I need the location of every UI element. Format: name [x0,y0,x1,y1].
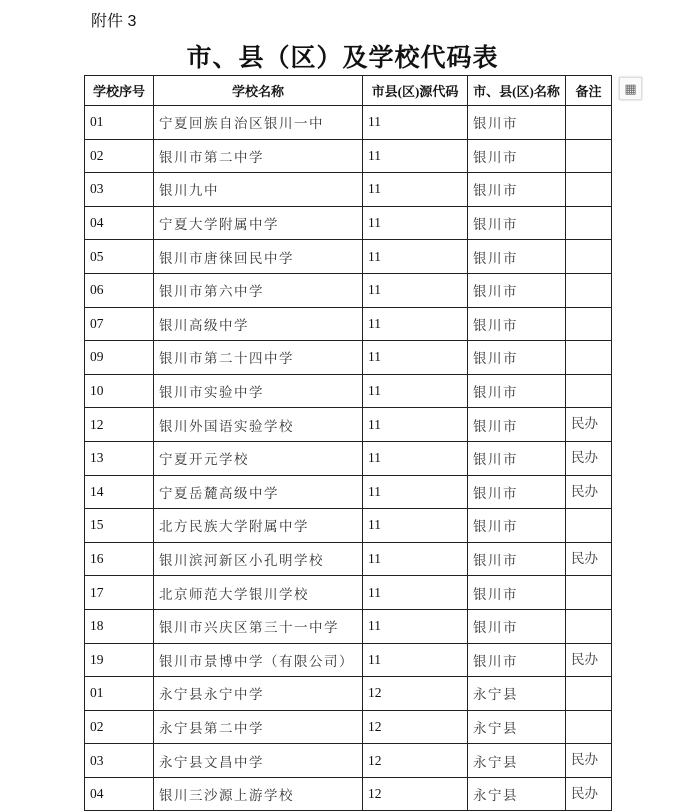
table-row [85,542,612,576]
cell-school-number: 10 [85,374,154,408]
cell-remarks [566,341,612,375]
cell-district-name: 永宁县 [468,744,566,778]
cell-remarks [566,677,612,711]
cell-remarks [566,576,612,610]
table-row [85,475,612,509]
cell-remarks: 民办 [566,744,612,778]
cell-school-name: 银川市实验中学 [154,374,363,408]
cell-school-name: 永宁县文昌中学 [154,744,363,778]
cell-school-number: 12 [85,408,154,442]
cell-school-name: 银川市景博中学（有限公司） [154,643,363,677]
cell-district-name: 银川市 [468,273,566,307]
cell-school-number: 04 [85,206,154,240]
cell-school-name: 北方民族大学附属中学 [154,509,363,543]
cell-district-code: 11 [363,206,468,240]
cell-school-name: 永宁县第二中学 [154,710,363,744]
cell-remarks [566,509,612,543]
cell-district-code: 11 [363,643,468,677]
cell-school-name: 银川高级中学 [154,307,363,341]
table-row [85,240,612,274]
cell-school-number: 13 [85,441,154,475]
cell-school-number: 18 [85,609,154,643]
table-row [85,744,612,778]
table-row [85,710,612,744]
cell-district-code: 12 [363,710,468,744]
table-row [85,643,612,677]
table-row [85,206,612,240]
cell-district-code: 11 [363,341,468,375]
cell-district-name: 银川市 [468,542,566,576]
cell-district-code: 11 [363,106,468,140]
cell-district-code: 11 [363,273,468,307]
cell-school-number: 16 [85,542,154,576]
cell-school-number: 01 [85,106,154,140]
cell-remarks: 民办 [566,441,612,475]
table-row [85,341,612,375]
cell-district-code: 11 [363,307,468,341]
cell-remarks [566,273,612,307]
header-district-name: 市、县(区)名称 [468,76,566,106]
cell-district-code: 11 [363,408,468,442]
header-remarks: 备注 [566,76,612,106]
cell-school-name: 宁夏开元学校 [154,441,363,475]
table-row [85,509,612,543]
cell-remarks [566,240,612,274]
cell-school-number: 17 [85,576,154,610]
cell-school-name: 银川九中 [154,173,363,207]
cell-school-number: 02 [85,710,154,744]
cell-district-code: 12 [363,677,468,711]
cell-district-name: 银川市 [468,408,566,442]
table-row [85,609,612,643]
cell-school-number: 19 [85,643,154,677]
cell-district-name: 银川市 [468,441,566,475]
cell-remarks: 民办 [566,475,612,509]
cell-district-name: 永宁县 [468,677,566,711]
cell-school-name: 宁夏大学附属中学 [154,206,363,240]
cell-school-number: 14 [85,475,154,509]
cell-school-number: 01 [85,677,154,711]
cell-district-name: 银川市 [468,576,566,610]
cell-remarks: 民办 [566,542,612,576]
cell-school-name: 银川市第六中学 [154,273,363,307]
cell-school-number: 09 [85,341,154,375]
table-row [85,576,612,610]
cell-district-name: 银川市 [468,240,566,274]
table-row [85,139,612,173]
cell-district-code: 11 [363,609,468,643]
cell-school-number: 02 [85,139,154,173]
header-district-code: 市县(区)源代码 [363,76,468,106]
table-header-row [85,76,612,106]
cell-district-name: 银川市 [468,139,566,173]
cell-district-name: 银川市 [468,341,566,375]
table-row [85,777,612,811]
cell-district-name: 银川市 [468,374,566,408]
cell-school-name: 北京师范大学银川学校 [154,576,363,610]
cell-district-code: 11 [363,139,468,173]
cell-school-number: 03 [85,744,154,778]
cell-remarks [566,374,612,408]
cell-remarks [566,106,612,140]
page-title: 市、县（区）及学校代码表 [186,45,499,72]
table-row [85,441,612,475]
cell-district-code: 11 [363,475,468,509]
cell-district-name: 银川市 [468,609,566,643]
cell-remarks [566,173,612,207]
table-row [85,408,612,442]
table-row [85,374,612,408]
school-code-table [84,75,612,811]
cell-school-name: 永宁县永宁中学 [154,677,363,711]
cell-school-name: 银川市唐徕回民中学 [154,240,363,274]
cell-school-name: 银川外国语实验学校 [154,408,363,442]
table-row [85,273,612,307]
cell-district-code: 12 [363,777,468,811]
cell-district-name: 永宁县 [468,710,566,744]
cell-school-name: 银川市第二十四中学 [154,341,363,375]
header-school-number: 学校序号 [85,76,154,106]
cell-school-name: 银川市第二中学 [154,139,363,173]
cell-remarks [566,609,612,643]
cell-remarks [566,139,612,173]
cell-district-name: 银川市 [468,475,566,509]
table-row [85,307,612,341]
cell-school-name: 银川三沙源上游学校 [154,777,363,811]
cell-school-number: 05 [85,240,154,274]
cell-remarks [566,307,612,341]
cell-district-code: 12 [363,744,468,778]
cell-district-code: 11 [363,542,468,576]
cell-district-code: 11 [363,173,468,207]
table-select-icon[interactable]: ▦ [619,77,642,100]
cell-school-number: 15 [85,509,154,543]
cell-remarks: 民办 [566,777,612,811]
cell-remarks [566,206,612,240]
cell-school-number: 03 [85,173,154,207]
cell-school-number: 06 [85,273,154,307]
attachment-label: 附件 3 [91,13,137,30]
cell-school-number: 07 [85,307,154,341]
table-row [85,173,612,207]
cell-remarks [566,710,612,744]
cell-district-name: 银川市 [468,307,566,341]
cell-remarks: 民办 [566,408,612,442]
cell-district-name: 银川市 [468,509,566,543]
cell-district-code: 11 [363,509,468,543]
header-school-name: 学校名称 [154,76,363,106]
cell-district-name: 银川市 [468,206,566,240]
cell-district-name: 银川市 [468,173,566,207]
cell-school-name: 银川滨河新区小孔明学校 [154,542,363,576]
cell-school-number: 04 [85,777,154,811]
cell-district-code: 11 [363,441,468,475]
cell-remarks: 民办 [566,643,612,677]
cell-school-name: 银川市兴庆区第三十一中学 [154,609,363,643]
cell-district-code: 11 [363,374,468,408]
cell-district-name: 银川市 [468,106,566,140]
cell-district-code: 11 [363,240,468,274]
cell-district-name: 银川市 [468,643,566,677]
cell-district-code: 11 [363,576,468,610]
table-row [85,106,612,140]
cell-school-name: 宁夏岳麓高级中学 [154,475,363,509]
table-row [85,677,612,711]
cell-district-name: 永宁县 [468,777,566,811]
cell-school-name: 宁夏回族自治区银川一中 [154,106,363,140]
